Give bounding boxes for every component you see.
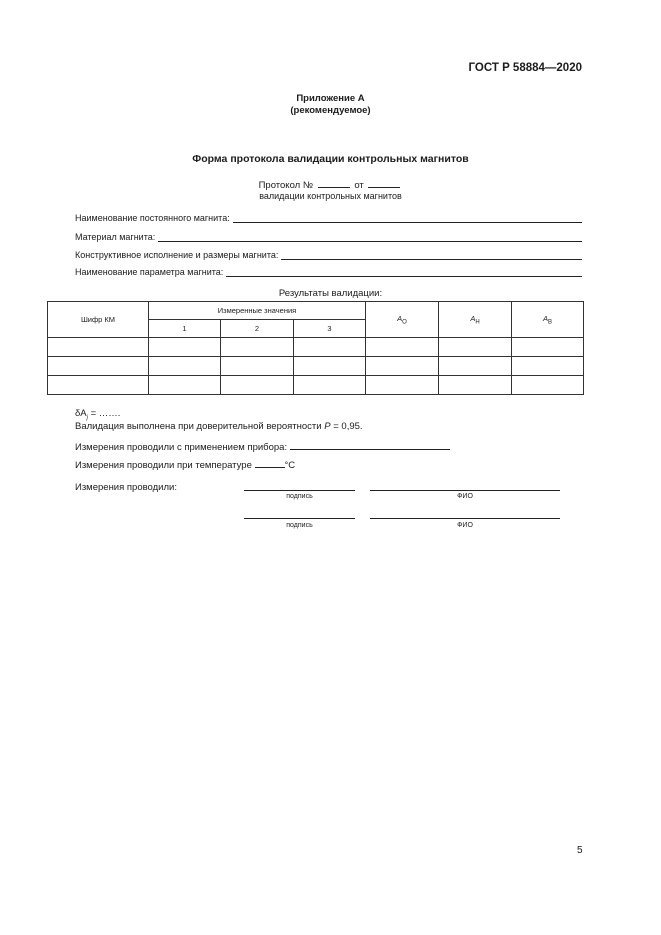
table-header-row [48, 302, 584, 320]
annex-heading [0, 93, 661, 117]
protocol-date-blank[interactable] [368, 178, 400, 188]
table-cell[interactable] [366, 338, 439, 357]
table-cell[interactable] [48, 376, 149, 395]
table-row [48, 357, 584, 376]
table-cell[interactable] [48, 357, 149, 376]
table-cell[interactable] [366, 376, 439, 395]
delta-formula: $\delta A_j$ = ……. [75, 408, 121, 421]
protocol-number-blank[interactable] [318, 178, 350, 188]
table-cell[interactable] [48, 338, 149, 357]
temperature-blank[interactable] [255, 458, 285, 468]
device-label: Измерения проводили с применением прибора: [75, 442, 288, 453]
name-caption-1: ФИО [457, 493, 473, 500]
table-row [48, 376, 584, 395]
header-measure-2: 2 [221, 320, 294, 338]
field-magnet-design[interactable] [75, 250, 582, 260]
signature-caption-2: подпись [286, 522, 313, 529]
protocol-from-label: от [354, 180, 364, 191]
field-label: Материал магнита: [75, 232, 156, 242]
field-blank-line[interactable] [281, 250, 582, 260]
performed-label: Измерения проводили: [75, 482, 177, 493]
device-blank[interactable] [290, 440, 450, 450]
header-measure-3: 3 [294, 320, 366, 338]
header-measured: Измеренные значения [149, 302, 366, 320]
table-cell[interactable] [149, 357, 221, 376]
name-caption-2: ФИО [457, 522, 473, 529]
results-table [47, 301, 584, 395]
table-cell[interactable] [512, 338, 584, 357]
temperature-unit: °C [284, 460, 296, 471]
field-label: Конструктивное исполнение и размеры магнита: [75, 250, 279, 260]
header-code: Шифр КМ [48, 302, 149, 338]
name-line-2[interactable] [370, 518, 560, 519]
table-row [48, 338, 584, 357]
field-blank-line[interactable] [233, 213, 582, 223]
header-a-n: $A_Н$ [439, 302, 512, 338]
field-label: Наименование параметра магнита: [75, 267, 224, 277]
table-cell[interactable] [221, 338, 294, 357]
table-cell[interactable] [294, 338, 366, 357]
signature-line-1[interactable] [244, 490, 355, 491]
field-blank-line[interactable] [158, 232, 582, 242]
annex-title: Приложение А [296, 93, 365, 104]
form-title: Форма протокола валидации контрольных магнитов [192, 153, 469, 165]
protocol-line [0, 178, 661, 191]
field-blank-line[interactable] [226, 267, 582, 277]
field-label: Наименование постоянного магнита: [75, 213, 230, 223]
annex-note: (рекомендуемое) [290, 105, 371, 116]
signature-line-2[interactable] [244, 518, 355, 519]
table-cell[interactable] [294, 376, 366, 395]
results-title: Результаты валидации: [278, 288, 383, 299]
table-cell[interactable] [512, 376, 584, 395]
table-cell[interactable] [221, 357, 294, 376]
header-a-v: $A_В$ [512, 302, 584, 338]
table-cell[interactable] [294, 357, 366, 376]
table-cell[interactable] [439, 338, 512, 357]
table-cell[interactable] [512, 357, 584, 376]
table-cell[interactable] [149, 338, 221, 357]
name-line-1[interactable] [370, 490, 560, 491]
field-magnet-parameter[interactable] [75, 267, 582, 277]
field-magnet-material[interactable] [75, 232, 582, 242]
header-a-o: $A_О$ [366, 302, 439, 338]
protocol-subtitle: валидации контрольных магнитов [259, 191, 402, 201]
table-cell[interactable] [439, 376, 512, 395]
signature-caption-1: подпись [286, 493, 313, 500]
protocol-label: Протокол № [258, 180, 314, 191]
table-cell[interactable] [366, 357, 439, 376]
temperature-label: Измерения проводили при температуре [75, 460, 252, 471]
table-cell[interactable] [439, 357, 512, 376]
page-number: 5 [577, 845, 583, 856]
standard-designation: ГОСТ Р 58884—2020 [468, 62, 582, 74]
validation-probability: Валидация выполнена при доверительной вероятности P = 0,95. [75, 421, 363, 432]
device-line [75, 440, 450, 453]
field-magnet-name[interactable] [75, 213, 582, 223]
header-measure-1: 1 [149, 320, 221, 338]
table-cell[interactable] [221, 376, 294, 395]
table-cell[interactable] [149, 376, 221, 395]
temperature-line [75, 458, 295, 471]
